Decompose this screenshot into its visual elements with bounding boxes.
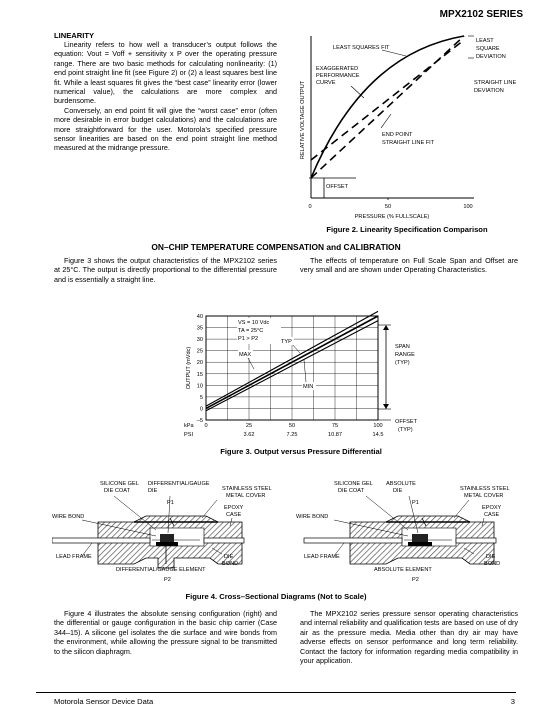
fig4l-p2: P2 <box>164 577 171 583</box>
fig2-ylabel: RELATIVE VOLTAGE OUTPUT <box>300 80 306 160</box>
fig3-ylabel: OUTPUT (mVdc) <box>186 346 192 390</box>
fig4l-wire-bond: WIRE BOND <box>52 514 85 520</box>
fig3-span-label-3: (TYP) <box>395 360 410 366</box>
fig2-sld-label-1: STRAIGHT LINE <box>474 80 517 86</box>
fig4r-silicone-2: DIE COAT <box>338 488 365 494</box>
fig2-tick-100: 100 <box>463 204 473 210</box>
fig4l-p1: P1 <box>167 500 174 506</box>
fig4r-die-2: DIE <box>393 488 403 494</box>
fig3-max-label: MAX <box>239 352 252 358</box>
fig4l-die-1: DIFFERENTIAL/GAUGE <box>148 481 210 487</box>
fig4r-epoxy-2: CASE <box>484 512 500 518</box>
linearity-heading: LINEARITY <box>54 31 95 40</box>
fig4r-p2: P2 <box>412 577 419 583</box>
fig4r-epoxy-1: EPOXY <box>482 505 502 511</box>
fig4r-p1: P1 <box>412 500 419 506</box>
fig3-psi-tick: 14.5 <box>372 432 384 438</box>
fig4l-silicone-2: DIE COAT <box>104 488 131 494</box>
fig3-psi-tick: 10.87 <box>328 432 342 438</box>
fig3-ytick: 40 <box>196 314 203 320</box>
fig3-kpa-tick: 100 <box>373 423 383 429</box>
fig3-ytick: 20 <box>196 360 203 367</box>
fig3-span-label-1: SPAN <box>395 344 410 350</box>
fig4r-steel-1: STAINLESS STEEL <box>460 486 510 492</box>
fig4l-epoxy-2: CASE <box>226 512 242 518</box>
temp-right-col <box>300 256 518 275</box>
fig3-min-leader <box>304 360 306 382</box>
fig3-ytick: 35 <box>196 325 203 332</box>
fig3-ytick: 15 <box>196 371 203 378</box>
fig3-kpa-tick: 50 <box>288 423 296 429</box>
fig4l-die-bond-2: BOND <box>222 561 239 567</box>
fig4r-die-bond-2: BOND <box>484 561 501 567</box>
figure-2-caption: Figure 2. Linearity Specification Comparison <box>326 225 488 234</box>
fig4r-element: ABSOLUTE ELEMENT <box>374 567 432 573</box>
fig4l-epoxy-1: EPOXY <box>224 505 244 511</box>
fig2-endpoint-label-2: STRAIGHT LINE FIT <box>382 140 435 146</box>
fig2-lsd-label-2: SQUARE <box>476 46 500 52</box>
fig2-tick-0: 0 <box>308 204 312 210</box>
fig4r-die-bond-1: DIE <box>486 554 496 560</box>
fig3-typ-leader <box>292 344 300 353</box>
fig4r-wire-bond: WIRE BOND <box>296 514 329 520</box>
bottom-left-para: Figure 4 illustrates the absolute sensing configuration (right) and the differential or gauge configuration in the basic chip carrier (Case 344–15). A silicone gel isolates the die surface and wire bonds from the environment, while allowing the pressure signal to be transmitted to the silicon diaphragm. <box>54 609 277 656</box>
fig3-ytick: 10 <box>196 383 203 390</box>
fig4r-lead-frame: LEAD FRAME <box>304 554 340 560</box>
fig3-psi-tick: 7.25 <box>286 432 298 438</box>
fig3-ytick: 25 <box>196 348 203 355</box>
fig3-condition-ta: TA = 25°C <box>238 328 264 334</box>
page-header: MPX2102 SERIES <box>439 9 523 20</box>
fig4l-steel-2: METAL COVER <box>226 493 266 499</box>
temp-left-para: Figure 3 shows the output characteristics of the MPX2102 series at 25°C. The output is directly proportional to the differential pressure and is essentially a straight line. <box>54 256 277 284</box>
fig2-tick-50: 50 <box>384 204 392 210</box>
temp-left-col <box>54 256 277 284</box>
fig4r-silicone-1: SILICONE GEL <box>334 481 373 487</box>
fig4l-die-2: DIE <box>148 488 158 494</box>
fig4l-silicone-1: SILICONE GEL <box>100 481 139 487</box>
fig2-endpoint-label-1: END POINT <box>382 132 413 138</box>
figure-2-diagram <box>296 28 518 228</box>
fig3-offset-label-2: (TYP) <box>398 427 413 433</box>
fig2-exaggerated-label-3: CURVE <box>316 80 336 86</box>
fig2-offset-label: OFFSET <box>326 184 349 190</box>
bottom-right-para: The MPX2102 series pressure sensor operating characteristics and internal reliability and qualification tests are based on use of dry air as the pressure media. Media other than dry air may have adverse effects on sensor performance and long term reliability. Contact the factory for information regarding media compatibility in your application. <box>300 609 518 666</box>
fig3-ytick: –5 <box>196 418 203 424</box>
temp-right-para: The effects of temperature on Full Scale Span and Offset are very small and are shown under Operating Characteristics. <box>300 256 518 275</box>
endpoint-fit-line <box>311 36 464 178</box>
fig3-offset-label-1: OFFSET <box>395 419 418 425</box>
fig3-ytick: 30 <box>196 337 203 344</box>
figure-3-caption: Figure 3. Output versus Pressure Differential <box>220 447 382 456</box>
fig3-psi-tick: 3.62 <box>243 432 255 438</box>
figure-4-caption: Figure 4. Cross–Sectional Diagrams (Not to Scale) <box>185 592 367 601</box>
fig3-ytick: 0 <box>199 406 203 413</box>
linearity-para-1: Linearity refers to how well a transducer’s output follows the equation: Vout = Voff + sensitivity x P over the operating pressure range. There are two basic methods for calculating nonlinearity: (1) end point straight line fit (see Figure 2) or (2) a least squares best line fit. While a least squares fit gives the “best case” linearity error (lower numerical value), the calculations are more complex and burdensome. <box>54 40 277 106</box>
fig3-kpa-tick: 0 <box>204 423 208 429</box>
fig3-kpa-tick: 75 <box>331 423 339 429</box>
fig4l-die-bond-1: DIE <box>224 554 234 560</box>
fig3-span-label-2: RANGE <box>395 352 415 358</box>
fig2-exaggerated-label-2: PERFORMANCE <box>316 73 360 79</box>
bottom-right-col <box>300 609 518 665</box>
linearity-section <box>54 31 277 153</box>
footer-left: Motorola Sensor Device Data <box>54 697 154 706</box>
fig4l-element: DIFFERENTIAL/GAUGE ELEMENT <box>116 567 206 573</box>
fig3-kpa-label: kPa <box>184 423 194 429</box>
fig3-kpa-tick: 25 <box>245 423 253 429</box>
section-title: ON–CHIP TEMPERATURE COMPENSATION and CALIBRATION <box>151 242 401 252</box>
fig4r-die-1: ABSOLUTE <box>386 481 416 487</box>
footer-rule <box>36 692 516 693</box>
fig2-exaggerated-label-1: EXAGGERATED <box>316 66 359 72</box>
fig4l-lead-frame: LEAD FRAME <box>56 554 92 560</box>
fig2-sld-label-2: DEVIATION <box>474 88 504 94</box>
figure-3-chart <box>176 306 426 446</box>
figure-4-diagram <box>52 478 522 590</box>
fig2-xlabel: PRESSURE (% FULLSCALE) <box>354 214 430 220</box>
fig3-ytick: 5 <box>199 394 203 401</box>
fig3-typ-label: TYP <box>281 339 292 345</box>
linearity-para-2: Conversely, an end point fit will give the “worst case” error (often more desirable in error budget calculations) and the calculations are more straightforward for the user. Motorola’s specified pressure sensor linearities are based on the end point straight line method measured at the midrange pressure. <box>54 105 277 153</box>
fig4l-steel-1: STAINLESS STEEL <box>222 486 272 492</box>
page-number: 3 <box>510 697 515 706</box>
fig3-min-label: MIN <box>303 384 314 390</box>
fig4r-steel-2: METAL COVER <box>464 493 504 499</box>
fig3-psi-label: PSI <box>184 432 194 438</box>
fig2-lsd-label-3: DEVIATION <box>476 54 506 60</box>
fig2-least-squares-label: LEAST SQUARES FIT <box>333 45 390 51</box>
bottom-left-col <box>54 609 277 656</box>
fig2-lsd-label-1: LEAST <box>476 38 494 44</box>
fig3-condition-p1p2: P1 > P2 <box>238 336 259 342</box>
fig3-condition-vs: VS = 10 Vdc <box>238 320 270 326</box>
